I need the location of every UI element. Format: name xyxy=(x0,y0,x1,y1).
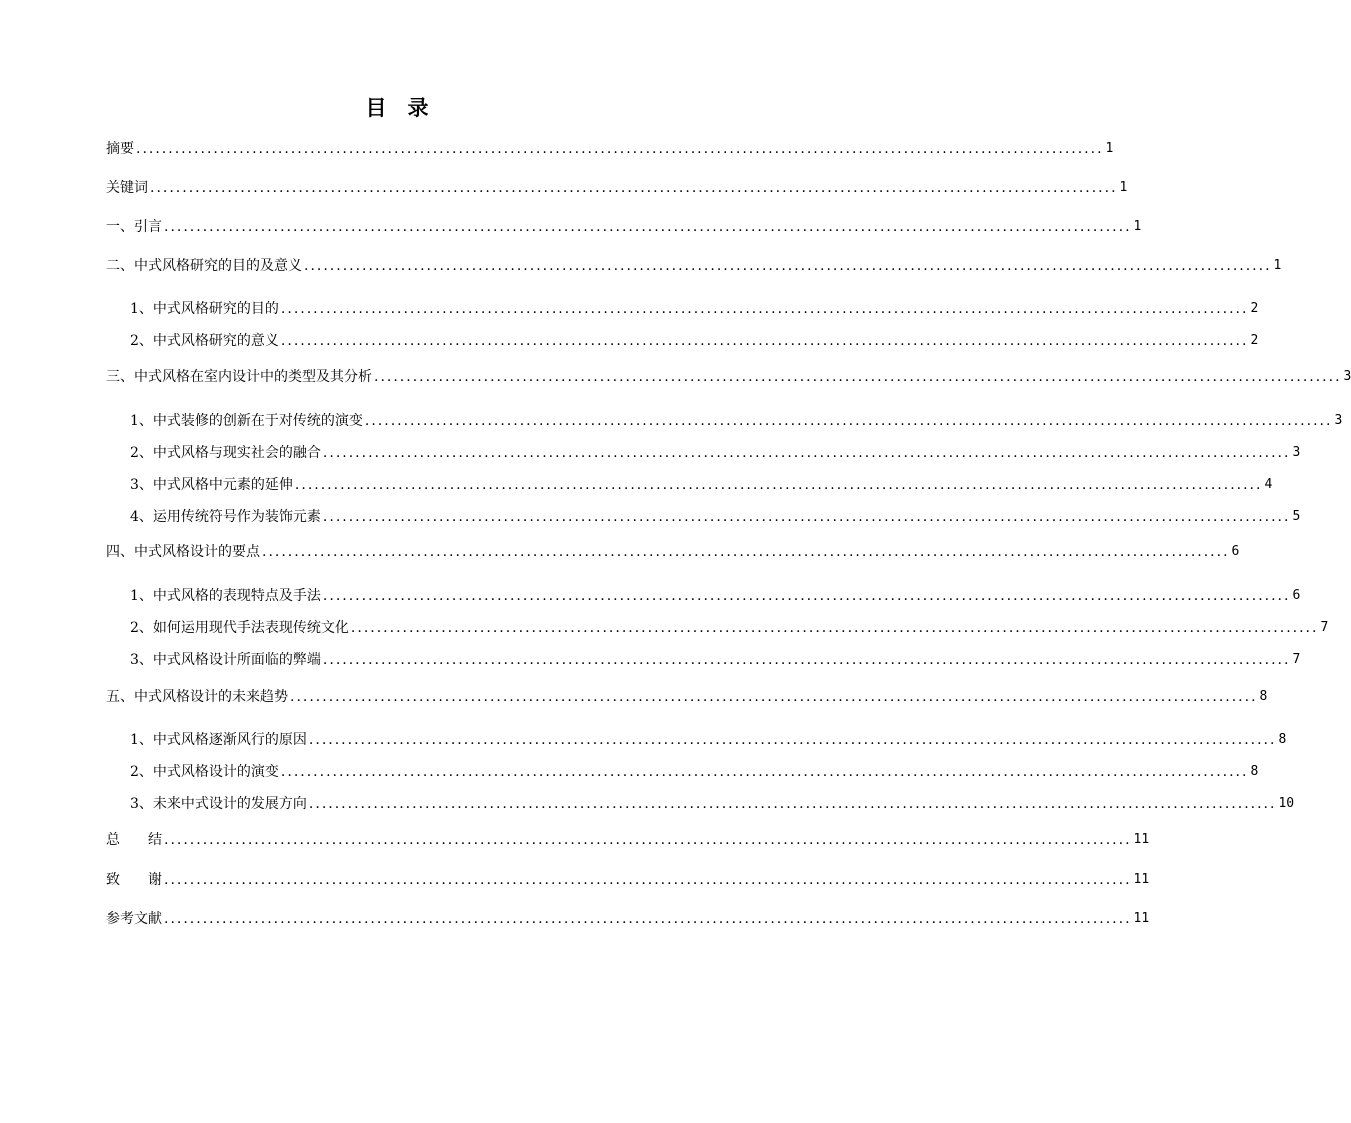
toc-entry-label: 2、中式风格设计的演变 xyxy=(130,764,279,780)
toc-entry-page: 4 xyxy=(1264,477,1273,492)
toc-entry[interactable] xyxy=(106,869,1150,891)
dot-leader: ...................................................................................................................................................... xyxy=(164,872,1132,888)
toc-entry-page: 8 xyxy=(1259,689,1268,704)
toc-entry-label: 3、未来中式设计的发展方向 xyxy=(130,796,307,812)
toc-subentry[interactable] xyxy=(130,298,1259,320)
toc-entry-label: 摘要 xyxy=(106,141,134,157)
toc-entry-label: 2、中式风格研究的意义 xyxy=(130,333,279,349)
dot-leader: ...................................................................................................................................................... xyxy=(308,796,1277,812)
dot-leader: ...................................................................................................................................................... xyxy=(280,764,1249,780)
toc-entry-label: 一、引言 xyxy=(106,219,162,235)
toc-entry-page: 5 xyxy=(1292,509,1301,524)
toc-entry-page: 1 xyxy=(1133,219,1142,234)
toc-subentry[interactable] xyxy=(130,793,1295,815)
dot-leader: ...................................................................................................................................................... xyxy=(164,911,1132,927)
toc-entry-page: 6 xyxy=(1231,544,1240,559)
toc-entry-label: 1、中式风格研究的目的 xyxy=(130,301,279,317)
toc-entry-page: 10 xyxy=(1278,796,1295,811)
toc-subentry[interactable] xyxy=(130,649,1301,671)
toc-subentry[interactable] xyxy=(130,474,1273,496)
toc-entry[interactable] xyxy=(106,541,1240,563)
toc-entry-page: 1 xyxy=(1119,180,1128,195)
toc-subentry[interactable] xyxy=(130,617,1329,639)
toc-subentry[interactable] xyxy=(130,729,1287,751)
dot-leader: ...................................................................................................................................................... xyxy=(290,689,1258,705)
toc-entry[interactable] xyxy=(106,216,1142,238)
toc-entry-label: 致 谢 xyxy=(106,872,162,888)
toc-entry-label: 4、运用传统符号作为装饰元素 xyxy=(130,509,321,525)
toc-entry[interactable] xyxy=(106,829,1150,851)
toc-entry[interactable] xyxy=(106,138,1114,160)
toc-entry-page: 7 xyxy=(1320,620,1329,635)
toc-entry[interactable] xyxy=(106,686,1268,708)
dot-leader: ...................................................................................................................................................... xyxy=(262,544,1230,560)
toc-entry-page: 3 xyxy=(1343,369,1351,384)
toc-subentry[interactable] xyxy=(130,761,1259,783)
toc-entry-label: 关键词 xyxy=(106,180,148,196)
toc-entry-label: 总 结 xyxy=(106,832,162,848)
dot-leader: ...................................................................................................................................................... xyxy=(308,732,1277,748)
dot-leader: ...................................................................................................................................................... xyxy=(322,509,1291,525)
dot-leader: ...................................................................................................................................................... xyxy=(280,301,1249,317)
toc-entry[interactable] xyxy=(106,255,1282,277)
toc-entry-page: 1 xyxy=(1273,258,1282,273)
toc-entry-page: 11 xyxy=(1133,872,1150,887)
dot-leader: ...................................................................................................................................................... xyxy=(294,477,1263,493)
dot-leader: ...................................................................................................................................................... xyxy=(280,333,1249,349)
dot-leader: ...................................................................................................................................................... xyxy=(164,832,1132,848)
toc-entry-page: 11 xyxy=(1133,911,1150,926)
dot-leader: ...................................................................................................................................................... xyxy=(150,180,1118,196)
toc-entry-label: 参考文献 xyxy=(106,911,162,927)
dot-leader: ...................................................................................................................................................... xyxy=(304,258,1272,274)
toc-entry-page: 3 xyxy=(1334,413,1343,428)
toc-subentry[interactable] xyxy=(130,506,1301,528)
toc-entry-page: 3 xyxy=(1292,445,1301,460)
dot-leader: ...................................................................................................................................................... xyxy=(374,369,1342,385)
dot-leader: ...................................................................................................................................................... xyxy=(322,445,1291,461)
toc-entry-label: 1、中式装修的创新在于对传统的演变 xyxy=(130,413,363,429)
toc-entry-label: 3、中式风格设计所面临的弊端 xyxy=(130,652,321,668)
dot-leader: ...................................................................................................................................................... xyxy=(322,652,1291,668)
toc-entry-page: 7 xyxy=(1292,652,1301,667)
toc-subentry[interactable] xyxy=(130,410,1343,432)
toc-entry-label: 1、中式风格的表现特点及手法 xyxy=(130,588,321,604)
dot-leader: ...................................................................................................................................................... xyxy=(164,219,1132,235)
dot-leader: ...................................................................................................................................................... xyxy=(350,620,1319,636)
dot-leader: ...................................................................................................................................................... xyxy=(136,141,1104,157)
toc-title: 目 录 xyxy=(365,96,429,120)
toc-entry-label: 五、中式风格设计的未来趋势 xyxy=(106,689,288,705)
toc-entry-label: 三、中式风格在室内设计中的类型及其分析 xyxy=(106,369,372,385)
toc-entry[interactable] xyxy=(106,177,1128,199)
toc-entry-page: 11 xyxy=(1133,832,1150,847)
toc-entry[interactable] xyxy=(106,908,1150,930)
toc-entry-label: 2、如何运用现代手法表现传统文化 xyxy=(130,620,349,636)
toc-subentry[interactable] xyxy=(130,442,1301,464)
toc-entry-label: 四、中式风格设计的要点 xyxy=(106,544,260,560)
toc-entry-page: 2 xyxy=(1250,333,1259,348)
toc-entry-page: 6 xyxy=(1292,588,1301,603)
toc-subentry[interactable] xyxy=(130,585,1301,607)
toc-subentry[interactable] xyxy=(130,330,1259,352)
toc-entry-label: 2、中式风格与现实社会的融合 xyxy=(130,445,321,461)
dot-leader: ...................................................................................................................................................... xyxy=(364,413,1333,429)
toc-entry-page: 1 xyxy=(1105,141,1114,156)
toc-entry-label: 3、中式风格中元素的延伸 xyxy=(130,477,293,493)
toc-entry-label: 1、中式风格逐渐风行的原因 xyxy=(130,732,307,748)
toc-entry-page: 2 xyxy=(1250,301,1259,316)
dot-leader: ...................................................................................................................................................... xyxy=(322,588,1291,604)
toc-entry-page: 8 xyxy=(1250,764,1259,779)
toc-entry[interactable] xyxy=(106,366,1351,388)
toc-entry-page: 8 xyxy=(1278,732,1287,747)
toc-entry-label: 二、中式风格研究的目的及意义 xyxy=(106,258,302,274)
